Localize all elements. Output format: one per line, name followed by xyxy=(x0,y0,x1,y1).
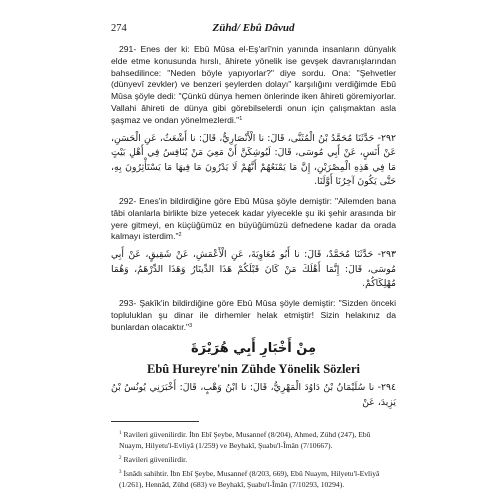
arabic-hadith-293: ٢٩٣- حَدَّثَنَا مُحَمَّدٌ، قَالَ: نا أَبُو مُعَاوِيَةَ، عَنِ الْأَعْمَشِ، عَنْ شَقِيقٍ، عَنْ أَبِي مُوسَى، قَالَ: إِنَّمَا أَهْلَكَ مَنْ كَانَ قَبْلَكُمْ هَذَا الدِّينَارُ وَهَذَا الدِّرْهَمُ، وَهُمَا مُهْلِكَاكُمْ. xyxy=(111,249,396,290)
footnote-text-3: İsnâdı sahihtir. İbn Ebî Şeybe, Musannef (8/203, 669), Ebû Nuaym, Hilyetu'l-Evliyâ (1/261), Hennâd, Zühd (683) ve Beyhakî, Şuabu'l-Îmân (7/10293, 10294). xyxy=(119,468,380,489)
page-header xyxy=(111,23,396,37)
footnote-ref-3: 3 xyxy=(189,322,193,329)
footnote-number-1: 1 xyxy=(119,430,122,436)
footnote-number-3: 3 xyxy=(119,469,122,475)
footnote-ref-1: 1 xyxy=(239,115,243,122)
footnote-number-2: 2 xyxy=(119,455,122,461)
footnote-3 xyxy=(111,468,396,490)
running-title: Zühd/ Ebû Dâvud xyxy=(212,22,295,34)
paragraph-293 xyxy=(111,298,396,333)
footnote-1 xyxy=(111,429,396,451)
arabic-hadith-294: ٢٩٤- نا سُلَيْمَانُ بْنُ دَاوُدَ الْمَهْرِيُّ، قَالَ: نا ابْنُ وَهْبٍ، قَالَ: أَخْبَرَنِي يُونُسُ بْنُ يَزِيدَ، عَنْ xyxy=(111,382,396,408)
page-body xyxy=(111,44,396,493)
paragraph-292-text: 292- Enes'in bildirdiğine göre Ebû Mûsa şöyle demiştir: "Ailemden bana tâbi olanlarla birlikte bize yetecek kadar yiyecekle şu iki şehir arasında bir yere gitmeyi, en küçüğümüz en büyüğümüzü defnedene kadar da orada kalmayı isterdim." xyxy=(111,195,396,242)
paragraph-291 xyxy=(111,44,396,127)
section-title: Ebû Hureyre'nin Zühde Yönelik Sözleri xyxy=(146,362,360,377)
footnotes xyxy=(111,429,396,490)
footnote-text-2: Ravileri güvenilirdir. xyxy=(123,454,188,464)
footnote-divider xyxy=(111,421,199,422)
paragraph-291-text: 291- Enes der ki: Ebû Mûsa el-Eş'arî'nin yanında insanların dünyalık elde etme konusunda hırslı, âhirete yönelik ise gevşek davranışlarından bahsedilince: "Neden böyle yapıyorlar?" diye sordu. Ona: "Şehvetler (dünyevî zevkler) ve benzeri şeylerden dolayı" karşılığını verdiğimde Ebû Mûsa şöyle dedi: "Çünkü dünya hemen önlerinde iken âhireti göremiyorlar. Vallahi âhireti de dünya gibi görebilselerdi onun için çalışmaktan asla şaşmaz ve ondan yönelmezlerdi." xyxy=(111,44,396,125)
paragraph-293-text: 293- Şakîk'in bildirdiğine göre Ebû Mûsa şöyle demiştir: "Sizden önceki topluluklan şu dinar ile dirhemler helak etmiştir! Sizin helakınız da bunlardan olacaktır." xyxy=(111,297,396,332)
footnote-text-1: Ravileri güvenilirdir. İbn Ebî Şeybe, Musannef (8/204), Ahmed, Zühd (247), Ebû Nuaym, Hilyetu'l-Evliyâ (1/259) ve Beyhakî, Şuabu'l-Îmân (7/10667). xyxy=(119,429,371,450)
section-arabic-title: مِنْ أَخْبَارِ أَبِي هُرَيْرَةَ xyxy=(190,341,317,357)
paragraph-292 xyxy=(111,196,396,243)
arabic-hadith-292: ٢٩٢- حَدَّثَنَا مُحَمَّدُ بْنُ الْمُثَنَّى، قَالَ: نا الْأَنْصَارِيُّ، قَالَ: نا أَشْعَثُ، عَنِ الْحَسَنِ، عَنْ أَنَسٍ، عَنْ أَبِي مُوسَى، قَالَ: لَيُوشِكَنَّ أَنْ مَعِيَ مَنْ يُنَافِسُ فِي أَهْلِ بَيْتٍ مَا فِي هَذِهِ الْمِصْرَيْنِ، إِنَّ مَا يَمْنَعُهُمْ أَنَّهُمْ لَا يَدْرُونَ مَا فِيهَا مَا يَسْتَأْثِرُونَ بِهِ، حَتَّى يَكُونَ آخِرُنَا أَوَّلَنَا. xyxy=(111,132,396,188)
footnote-2 xyxy=(111,454,396,465)
page-number: 274 xyxy=(111,23,127,34)
footnote-ref-2: 2 xyxy=(178,232,182,239)
